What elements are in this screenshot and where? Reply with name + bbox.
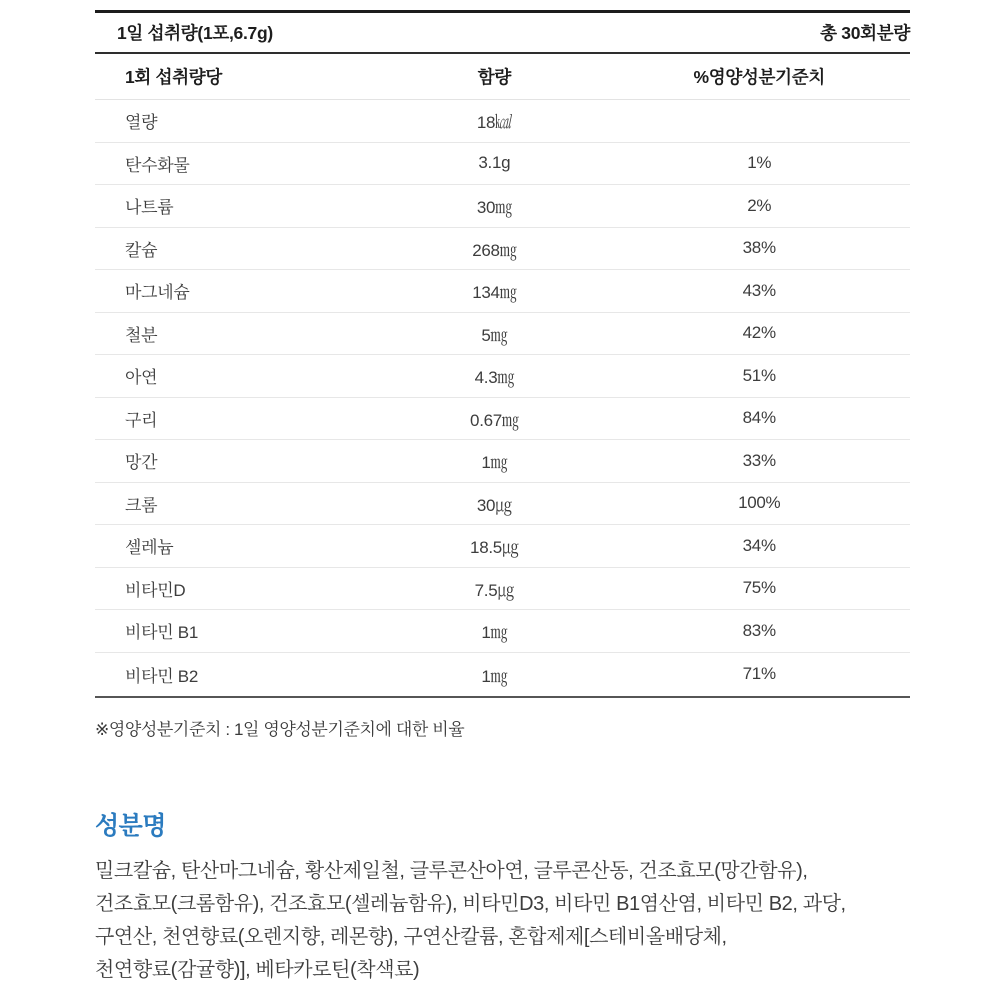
row-percent-value: 71% [742, 664, 776, 683]
row-amount-value: 134㎎ [472, 283, 517, 303]
row-percent-value: 100% [738, 493, 781, 513]
table-row [95, 483, 910, 526]
ingredients-line: 천연향료(감귤향)], 베타카로틴(착색료) [95, 958, 420, 981]
table-row [95, 653, 910, 696]
ingredients-text [95, 855, 910, 987]
row-nutrient-label: 철분 [125, 325, 158, 345]
row-amount-value: 5㎎ [481, 325, 508, 345]
daily-intake-label: 1일 섭취량(1포,6.7g) [117, 23, 273, 43]
table-row [95, 355, 910, 398]
row-nutrient-label: 열량 [125, 113, 158, 133]
row-amount-value: 30㎎ [476, 198, 512, 218]
table-row [95, 525, 910, 568]
row-amount-value: 7.5㎍ [474, 580, 515, 600]
column-header-percent-dv: %영양성분기준치 [693, 67, 825, 87]
column-header-amount: 함량 [477, 67, 511, 87]
row-amount-value: 30㎍ [476, 495, 512, 515]
row-percent-value: 83% [742, 620, 776, 640]
table-row [95, 610, 910, 653]
row-percent-value: 42% [742, 323, 776, 343]
row-percent-value: 75% [742, 578, 776, 598]
row-amount-value: 18.5㎍ [470, 538, 519, 558]
column-header-row [95, 54, 910, 100]
row-amount-value: 18㎉ [476, 113, 512, 133]
table-row [95, 185, 910, 228]
table-row [95, 270, 910, 313]
row-percent-value: 2% [747, 195, 772, 215]
row-percent-value: 33% [742, 450, 776, 470]
ingredients-line: 건조효모(크롬함유), 건조효모(셀레늄함유), 비타민D3, 비타민 B1염산염, 비타민 B2, 과당, [95, 892, 846, 915]
row-percent-value: 38% [742, 238, 776, 258]
table-row [95, 568, 910, 611]
footnote: ※영양성분기준치 : 1일 영양성분기준치에 대한 비율 [95, 719, 465, 739]
row-amount-value: 3.1g [478, 153, 511, 173]
table-row [95, 313, 910, 356]
row-nutrient-label: 나트륨 [125, 198, 174, 218]
table-header-row [95, 13, 910, 54]
table-row [95, 398, 910, 441]
row-amount-value: 4.3㎎ [474, 368, 515, 388]
ingredients-line: 구연산, 천연향료(오렌지향, 레몬향), 구연산칼륨, 혼합제제[스테비올배당체, [95, 925, 727, 948]
table-row [95, 100, 910, 143]
row-nutrient-label: 칼슘 [125, 240, 158, 260]
row-nutrient-label: 아연 [125, 368, 158, 388]
row-amount-value: 0.67㎎ [470, 410, 519, 430]
row-nutrient-label: 비타민 B2 [125, 666, 198, 686]
table-body [95, 100, 910, 698]
row-nutrient-label: 비타민D [125, 580, 186, 600]
column-header-per-serving: 1회 섭취량당 [125, 67, 223, 87]
row-nutrient-label: 비타민 B1 [125, 623, 198, 643]
nutrition-table [95, 10, 910, 698]
table-row [95, 228, 910, 271]
row-amount-value: 268㎎ [472, 240, 517, 260]
row-percent-value: 51% [742, 365, 776, 385]
row-percent-value: 34% [742, 535, 776, 555]
row-nutrient-label: 크롬 [125, 495, 158, 515]
row-nutrient-label: 마그네슘 [125, 283, 190, 303]
ingredients-line: 밀크칼슘, 탄산마그네슘, 황산제일철, 글루콘산아연, 글루콘산동, 건조효모(망간함유), [95, 859, 808, 882]
ingredients-title: 성분명 [95, 811, 166, 840]
row-amount-value: 1㎎ [481, 453, 508, 473]
table-row [95, 143, 910, 186]
row-nutrient-label: 탄수화물 [125, 155, 190, 175]
row-percent-value: 1% [747, 153, 772, 173]
row-percent-value: 43% [742, 280, 776, 300]
row-amount-value: 1㎎ [481, 666, 508, 686]
row-amount-value: 1㎎ [481, 623, 508, 643]
table-row [95, 440, 910, 483]
row-nutrient-label: 셀레늄 [125, 538, 174, 558]
total-servings-label: 총 30회분량 [820, 23, 910, 43]
row-nutrient-label: 망간 [125, 453, 158, 473]
row-nutrient-label: 구리 [125, 410, 158, 430]
row-percent-value: 84% [742, 408, 776, 428]
